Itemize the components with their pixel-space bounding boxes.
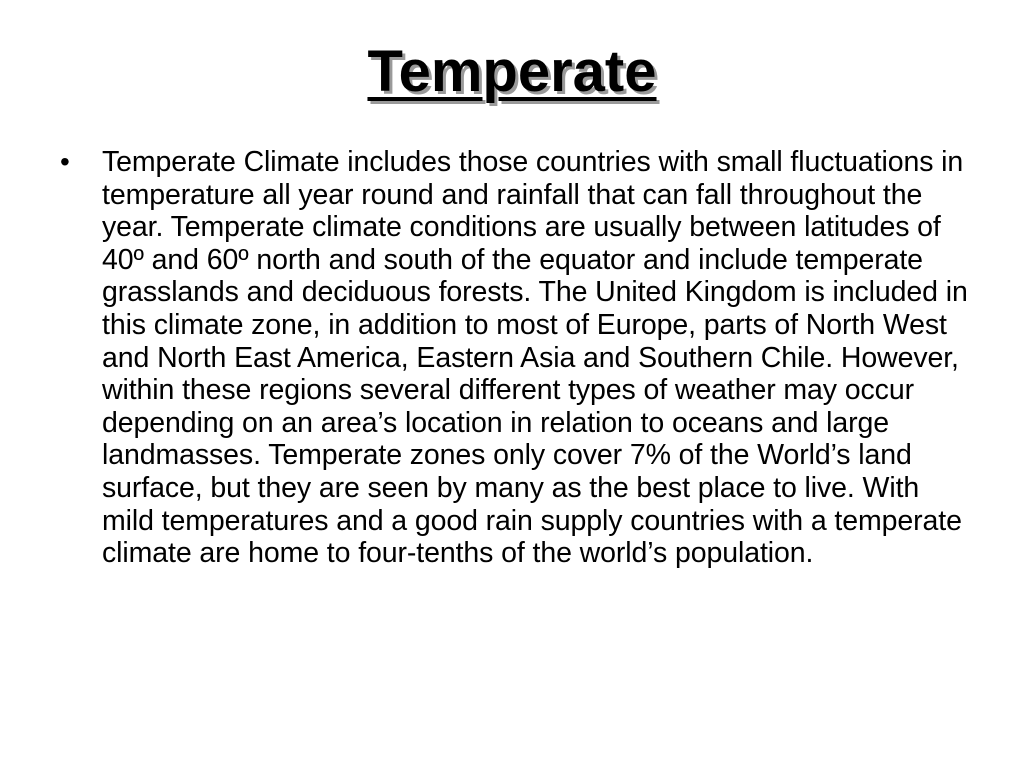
bullet-list	[58, 146, 978, 570]
slide-title: Temperate	[367, 39, 657, 104]
bullet-item	[58, 146, 978, 570]
bullet-text: Temperate Climate includes those countries with small fluctuations in temperature all year round and rainfall that can fall throughout the year. Temperate climate conditions are usually between latitudes of 40º and 60º north and south of the equator and include temperate grasslands and deciduous forests. The United Kingdom is included in this climate zone, in addition to most of Europe, parts of North West and North East America, Eastern Asia and Southern Chile. However, within these regions several different types of weather may occur depending on an area’s location in relation to oceans and large landmasses. Temperate zones only cover 7% of the World’s land surface, but they are seen by many as the best place to live. With mild temperatures and a good rain supply countries with a temperate climate are home to four-tenths of the world’s population.	[102, 146, 968, 570]
bullet-icon: •	[60, 146, 70, 177]
